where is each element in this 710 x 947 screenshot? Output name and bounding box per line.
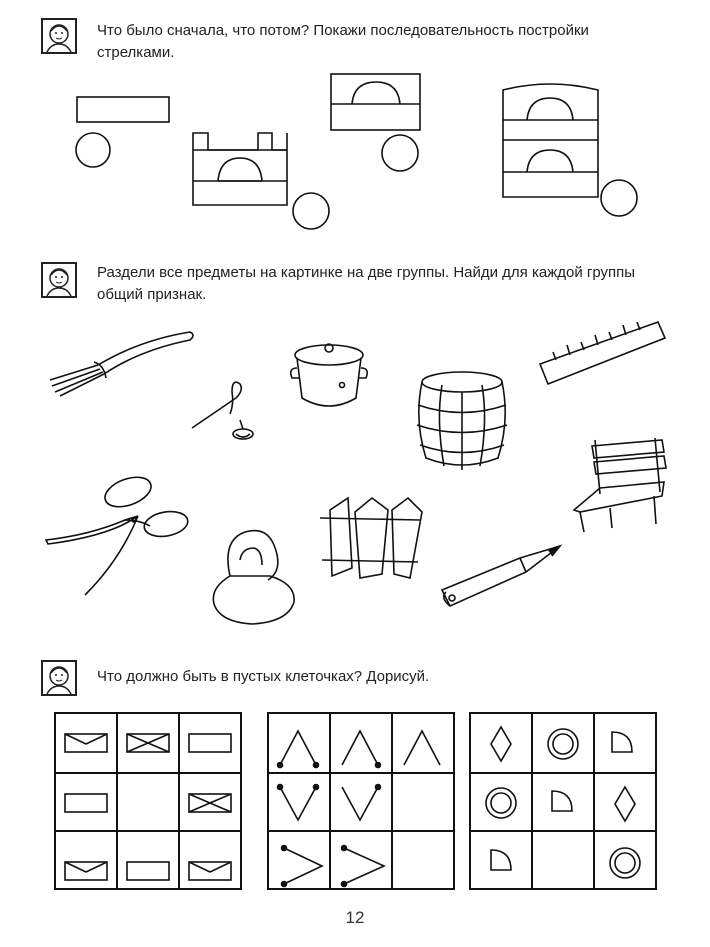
- scissors-icon: [46, 472, 190, 595]
- crossed-rectangle-shape: [189, 794, 231, 812]
- needle-and-thread-icon: [192, 382, 241, 428]
- fork-icon: [50, 332, 193, 396]
- step-full-tower-with-ball: [503, 84, 637, 216]
- task-2-text: Раздели все предметы на картинке на две группы. Найди для каждой группы общий признак.: [97, 264, 636, 303]
- chair-icon: [574, 438, 666, 532]
- barrel-icon: [417, 372, 507, 470]
- caret-right-with-dot: [342, 846, 385, 887]
- task-3-text: Что должно быть в пустых клеточках? Дорисуй.: [97, 668, 430, 685]
- diamond-shape: [615, 787, 635, 821]
- fence-icon: [320, 498, 422, 578]
- step-bar-with-ball: [76, 97, 169, 167]
- envelope-shape: [65, 734, 107, 752]
- pencil-icon: [442, 546, 560, 606]
- quarter-circle-shape: [552, 791, 572, 811]
- double-circle-shape: [548, 729, 578, 759]
- double-circle-shape: [610, 848, 640, 878]
- envelope-shape: [65, 862, 107, 880]
- quarter-circle-shape: [612, 732, 632, 752]
- ruler-icon: [540, 322, 665, 384]
- plain-rectangle-shape: [127, 862, 169, 880]
- page-number: 12: [345, 908, 365, 927]
- caret-down-shape: [342, 785, 381, 821]
- double-circle-shape: [486, 788, 516, 818]
- caret-down-with-dots: [278, 785, 319, 821]
- diamond-shape: [491, 727, 511, 761]
- plain-rectangle-shape: [189, 734, 231, 752]
- caret-up-shape: [342, 731, 381, 768]
- caret-up-plain: [404, 731, 440, 765]
- task-1-text: Что было сначала, что потом? Покажи последовательность постройки стрелками.: [97, 22, 589, 61]
- thumbtack-icon: [233, 420, 253, 439]
- kettlebell-icon: [213, 531, 294, 624]
- pot-icon: [291, 344, 367, 406]
- step-arch-with-ball: [331, 74, 420, 171]
- step-gate-with-ball: [193, 133, 329, 229]
- crossed-rectangle-shape: [127, 734, 169, 752]
- envelope-shape: [189, 862, 231, 880]
- caret-right-with-dots: [282, 846, 323, 887]
- plain-rectangle-shape: [65, 794, 107, 812]
- caret-up-with-dots: [278, 731, 319, 768]
- quarter-circle-shape: [491, 850, 511, 870]
